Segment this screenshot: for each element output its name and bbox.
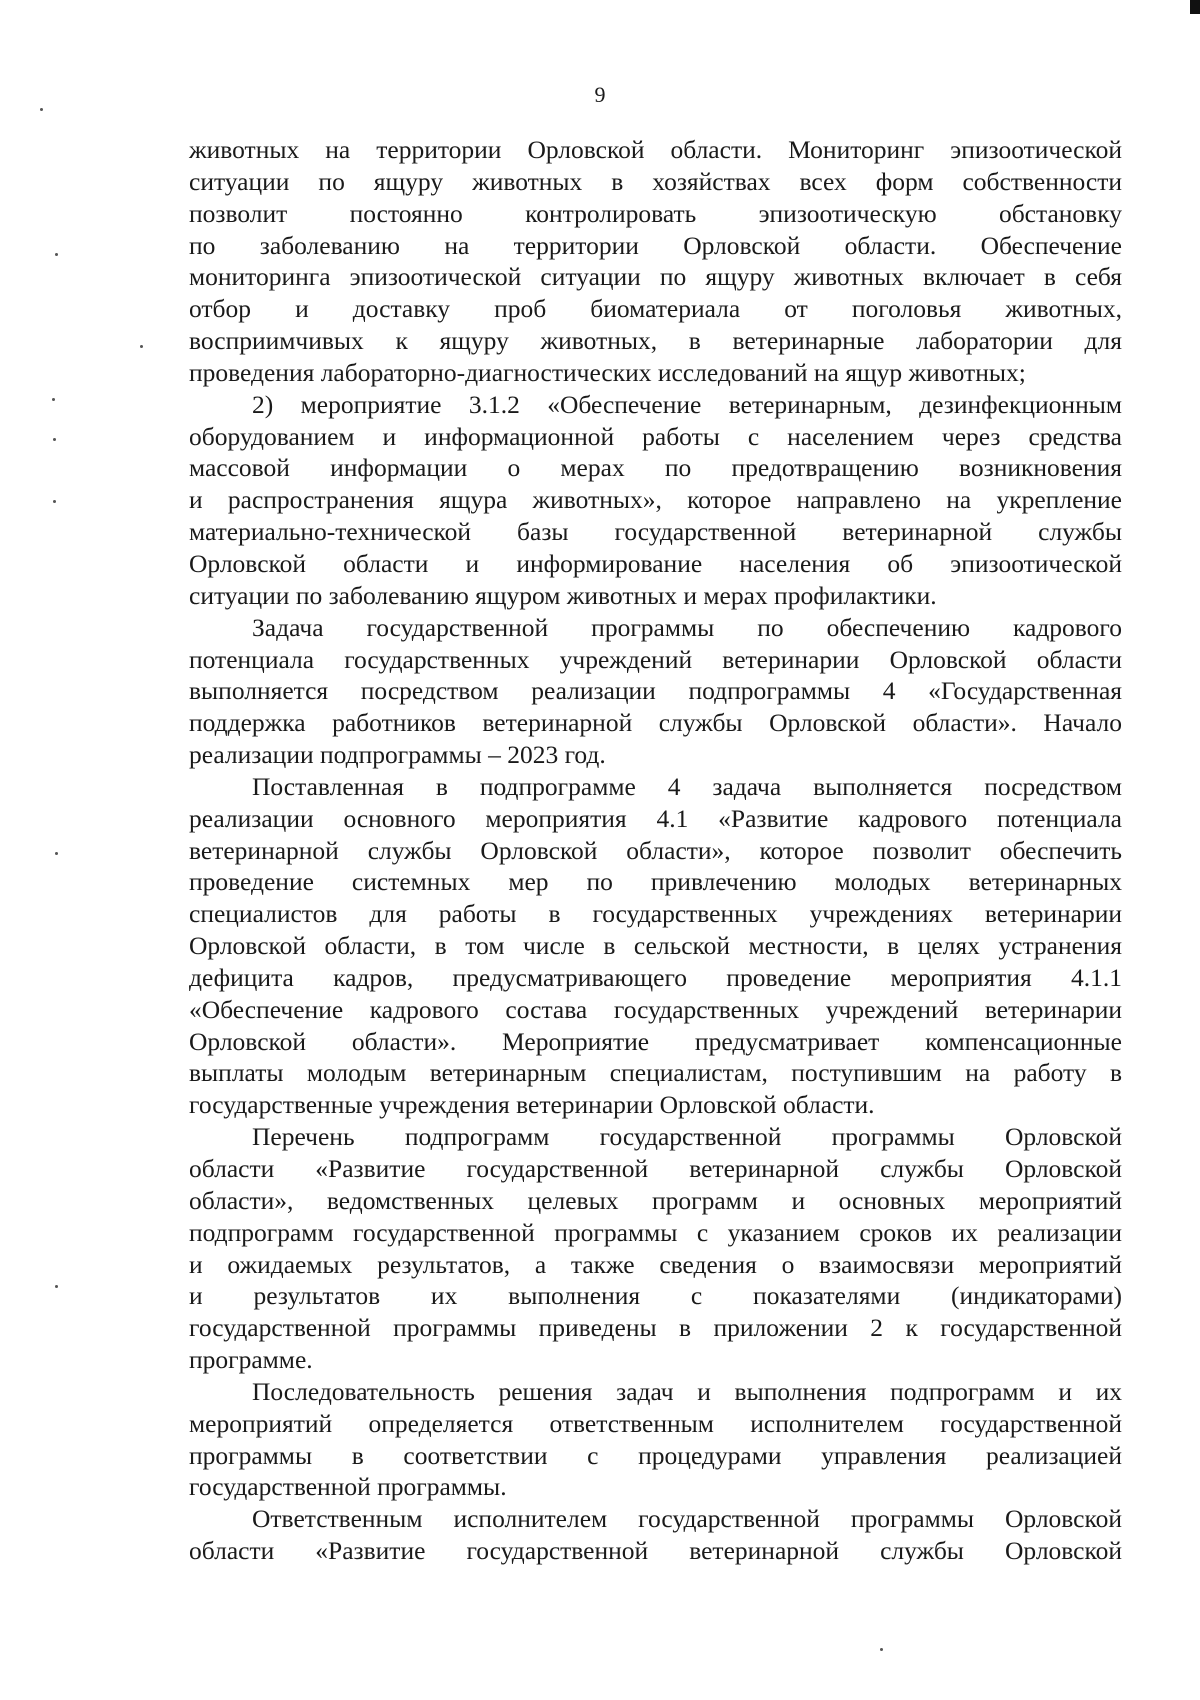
text-line: области «Развитие государственной ветеринарной службы Орловской (189, 1154, 1122, 1183)
scan-speck (55, 253, 58, 256)
text-line: 2) мероприятие 3.1.2 «Обеспечение ветеринарным, дезинфекционным (252, 389, 1122, 419)
scan-speck (880, 1648, 883, 1651)
scan-speck (140, 345, 143, 348)
text-line: мероприятий определяется ответственным исполнителем государственной (189, 1408, 1122, 1438)
text-line: выплаты молодым ветеринарным специалистам, поступившим на работу в (189, 1058, 1122, 1088)
text-line: Поставленная в подпрограмме 4 задача выполняется посредством (252, 771, 1122, 801)
scan-speck (55, 1285, 58, 1288)
text-line: мониторинга эпизоотической ситуации по ящуру животных включает в себя (189, 262, 1122, 292)
text-line: «Обеспечение кадрового состава государственных учреждений ветеринарии (189, 994, 1122, 1024)
paragraph (189, 1121, 1122, 1376)
text-line: выполняется посредством реализации подпрограммы 4 «Государственная (189, 676, 1122, 706)
text-line: потенциала государственных учреждений ветеринарии Орловской области (189, 644, 1122, 674)
scan-corner-mark (1190, 0, 1200, 14)
text-line: ситуации по ящуру животных в хозяйствах всех форм собственности (189, 166, 1122, 196)
text-line: оборудованием и информационной работы с населением через средства (189, 421, 1122, 451)
paragraph (189, 771, 1122, 1121)
text-line: Орловской области». Мероприятие предусматривает компенсационные (189, 1026, 1122, 1056)
text-line: Перечень подпрограмм государственной программы Орловской (252, 1122, 1122, 1152)
document-body (189, 134, 1122, 1567)
text-line: поддержка работников ветеринарной службы Орловской области». Начало (189, 708, 1122, 738)
text-line: Задача государственной программы по обеспечению кадрового (252, 612, 1122, 642)
text-line: дефицита кадров, предусматривающего проведение мероприятия 4.1.1 (189, 962, 1122, 992)
text-line: государственной программы. (189, 1472, 507, 1502)
text-line: области «Развитие государственной ветеринарной службы Орловской (189, 1536, 1122, 1566)
text-line: государственной программы приведены в приложении 2 к государственной (189, 1313, 1122, 1343)
text-line: государственные учреждения ветеринарии Орловской области. (189, 1090, 875, 1120)
text-line: позволит постоянно контролировать эпизоотическую обстановку (189, 198, 1122, 228)
scan-speck (52, 398, 55, 401)
text-line: программы в соответствии с процедурами управления реализацией (189, 1440, 1122, 1470)
text-line: области», ведомственных целевых программ и основных мероприятий (189, 1185, 1122, 1215)
text-line: проведение системных мер по привлечению молодых ветеринарных (189, 867, 1122, 897)
paragraph (189, 612, 1122, 771)
page-number: 9 (594, 82, 606, 107)
text-line: проведения лабораторно-диагностических исследований на ящур животных; (189, 357, 1026, 387)
text-line: по заболеванию на территории Орловской области. Обеспечение (189, 230, 1122, 260)
paragraph (189, 1376, 1122, 1503)
text-line: животных на территории Орловской области. Мониторинг эпизоотической (189, 135, 1122, 164)
text-line: и распространения ящура животных», которое направлено на укрепление (189, 485, 1122, 515)
text-line: материально-технической базы государственной ветеринарной службы (189, 517, 1122, 547)
text-line: Ответственным исполнителем государственной программы Орловской (252, 1504, 1122, 1534)
text-line: и результатов их выполнения с показателями (индикаторами) (189, 1281, 1122, 1311)
text-line: восприимчивых к ящуру животных, в ветеринарные лаборатории для (189, 326, 1122, 356)
text-line: специалистов для работы в государственных учреждениях ветеринарии (189, 899, 1122, 929)
scan-speck (55, 852, 58, 855)
text-line: реализации основного мероприятия 4.1 «Развитие кадрового потенциала (189, 803, 1122, 833)
text-line: реализации подпрограммы – 2023 год. (189, 740, 606, 770)
text-line: ситуации по заболеванию ящуром животных и мерах профилактики. (189, 580, 937, 610)
text-line: массовой информации о мерах по предотвращению возникновения (189, 453, 1122, 483)
text-line: ветеринарной службы Орловской области», которое позволит обеспечить (189, 835, 1122, 865)
text-line: Орловской области, в том числе в сельской местности, в целях устранения (189, 931, 1122, 961)
paragraph (189, 389, 1122, 612)
text-line: и ожидаемых результатов, а также сведения о взаимосвязи мероприятий (189, 1249, 1122, 1279)
text-line: программе. (189, 1345, 313, 1375)
paragraph (189, 134, 1122, 389)
scan-speck (53, 500, 56, 503)
text-line: Орловской области и информирование населения об эпизоотической (189, 548, 1122, 578)
text-line: Последовательность решения задач и выполнения подпрограмм и их (252, 1376, 1122, 1406)
scan-speck (53, 438, 56, 441)
text-line: отбор и доставку проб биоматериала от поголовья животных, (189, 294, 1122, 324)
paragraph (189, 1503, 1122, 1567)
text-line: подпрограмм государственной программы с указанием сроков их реализации (189, 1217, 1122, 1247)
